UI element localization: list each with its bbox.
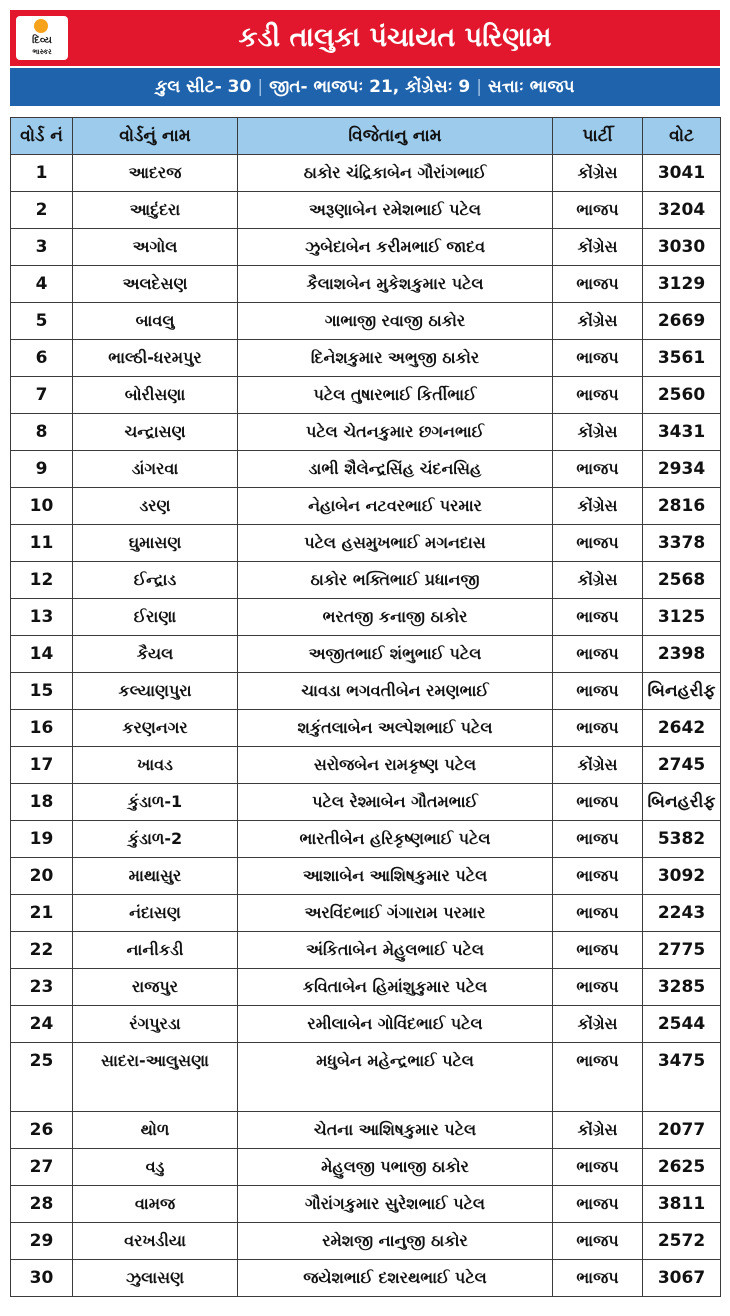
party-name: ભાજપ (553, 895, 643, 932)
winner-name: આશાબેન આશિષકુમાર પટેલ (238, 858, 553, 895)
vote-count: 3129 (643, 266, 721, 303)
party-name: કોંગ્રેસ (553, 747, 643, 784)
table-row (11, 488, 721, 525)
party-name: ભાજપ (553, 673, 643, 710)
vote-count: 3125 (643, 599, 721, 636)
vote-count: બિનહરીફ (643, 784, 721, 821)
ward-number: 4 (11, 266, 73, 303)
table-row (11, 932, 721, 969)
vote-count: 2934 (643, 451, 721, 488)
vote-count: 2398 (643, 636, 721, 673)
vote-count: 2669 (643, 303, 721, 340)
ward-number: 16 (11, 710, 73, 747)
party-name: ભાજપ (553, 1043, 643, 1112)
winner-name: મધુબેન મહેન્દ્રભાઈ પટેલ (238, 1043, 553, 1112)
party-name: કોંગ્રેસ (553, 414, 643, 451)
party-name: ભાજપ (553, 1149, 643, 1186)
ward-number: 2 (11, 192, 73, 229)
ward-number: 19 (11, 821, 73, 858)
party-name: ભાજપ (553, 525, 643, 562)
vote-count: 3811 (643, 1186, 721, 1223)
party-name: ભાજપ (553, 266, 643, 303)
party-name: ભાજપ (553, 710, 643, 747)
winner-name: શકુંતલાબેન અલ્પેશભાઈ પટેલ (238, 710, 553, 747)
ward-number: 25 (11, 1043, 73, 1112)
vote-count: 2816 (643, 488, 721, 525)
winner-name: ચાવડા ભગવતીબેન રમણભાઈ (238, 673, 553, 710)
table-row (11, 710, 721, 747)
ward-name: કુંડાળ-2 (73, 821, 238, 858)
party-name: ભાજપ (553, 340, 643, 377)
table-row (11, 747, 721, 784)
winner-name: અરૂણાબેન રમેશભાઈ પટેલ (238, 192, 553, 229)
table-row (11, 377, 721, 414)
ward-name: ડરણ (73, 488, 238, 525)
won-seats: જીત- ભાજપઃ 21, કોંગ્રેસઃ 9 (269, 77, 471, 97)
ward-name: ખાવડ (73, 747, 238, 784)
table-row (11, 1223, 721, 1260)
table-row (11, 451, 721, 488)
ward-number: 27 (11, 1149, 73, 1186)
table-row (11, 969, 721, 1006)
party-name: ભાજપ (553, 858, 643, 895)
ward-name: બોરીસણા (73, 377, 238, 414)
party-name: ભાજપ (553, 636, 643, 673)
party-name: કોંગ્રેસ (553, 488, 643, 525)
party-name: કોંગ્રેસ (553, 155, 643, 192)
vote-count: 2544 (643, 1006, 721, 1043)
vote-count: બિનહરીફ (643, 673, 721, 710)
ward-number: 23 (11, 969, 73, 1006)
ward-number: 8 (11, 414, 73, 451)
winner-name: અજીતભાઈ શંભુભાઈ પટેલ (238, 636, 553, 673)
total-seats: કુલ સીટ- 30 (155, 77, 252, 97)
ward-number: 24 (11, 1006, 73, 1043)
vote-count: 3431 (643, 414, 721, 451)
ward-name: ઘુમાસણ (73, 525, 238, 562)
vote-count: 3475 (643, 1043, 721, 1112)
party-name: ભાજપ (553, 1260, 643, 1297)
ward-name: રાજપુર (73, 969, 238, 1006)
header-votes: વોટ (643, 118, 721, 155)
vote-count: 2560 (643, 377, 721, 414)
party-name: કોંગ્રેસ (553, 1006, 643, 1043)
ward-name: કલ્યાણપુરા (73, 673, 238, 710)
ward-number: 11 (11, 525, 73, 562)
vote-count: 3030 (643, 229, 721, 266)
winner-name: જયેશભાઈ દશરથભાઈ પટેલ (238, 1260, 553, 1297)
ward-number: 17 (11, 747, 73, 784)
table-row (11, 858, 721, 895)
party-name: કોંગ્રેસ (553, 1112, 643, 1149)
ward-name: અલદેસણ (73, 266, 238, 303)
vote-count: 2775 (643, 932, 721, 969)
ward-name: અગોલ (73, 229, 238, 266)
winner-name: ઠાકોર ચંદ્રિકાબેન ગૌરાંગભાઈ (238, 155, 553, 192)
table-row (11, 784, 721, 821)
winner-name: પટેલ ચેતનકુમાર છગનભાઈ (238, 414, 553, 451)
winner-name: નેહાબેન નટવરભાઈ પરમાર (238, 488, 553, 525)
table-row (11, 1149, 721, 1186)
ward-name: સાદરા-આલુસણા (73, 1043, 238, 1112)
party-name: ભાજપ (553, 932, 643, 969)
ward-name: ડાંગરવા (73, 451, 238, 488)
ward-number: 15 (11, 673, 73, 710)
winner-name: અંકિતાબેન મેહુલભાઈ પટેલ (238, 932, 553, 969)
winner-name: મેહુલજી પભાજી ઠાકોર (238, 1149, 553, 1186)
header-ward-no: વોર્ડ નં (11, 118, 73, 155)
ward-number: 21 (11, 895, 73, 932)
party-name: ભાજપ (553, 451, 643, 488)
party-name: ભાજપ (553, 377, 643, 414)
header-ward-name: વોર્ડનું નામ (73, 118, 238, 155)
ward-name: માથાસુર (73, 858, 238, 895)
winner-name: દિનેશકુમાર અભુજી ઠાકોર (238, 340, 553, 377)
table-row (11, 414, 721, 451)
winner-name: પટેલ રેશ્માબેન ગૌતમભાઈ (238, 784, 553, 821)
ward-number: 18 (11, 784, 73, 821)
ward-name: વામજ (73, 1186, 238, 1223)
winner-name: ભરતજી કનાજી ઠાકોર (238, 599, 553, 636)
vote-count: 3285 (643, 969, 721, 1006)
ward-name: નંદાસણ (73, 895, 238, 932)
winner-name: પટેલ હસમુખભાઈ મગનદાસ (238, 525, 553, 562)
party-name: કોંગ્રેસ (553, 562, 643, 599)
ward-number: 5 (11, 303, 73, 340)
vote-count: 3561 (643, 340, 721, 377)
table-row (11, 340, 721, 377)
ward-name: થોળ (73, 1112, 238, 1149)
table-row (11, 229, 721, 266)
party-name: ભાજપ (553, 969, 643, 1006)
ward-number: 12 (11, 562, 73, 599)
ward-name: ઝુલાસણ (73, 1260, 238, 1297)
header-winner-name: વિજેતાનુ નામ (238, 118, 553, 155)
party-name: ભાજપ (553, 821, 643, 858)
table-row (11, 1043, 721, 1112)
ward-number: 29 (11, 1223, 73, 1260)
ward-name: ઈન્દ્રાડ (73, 562, 238, 599)
table-row (11, 1260, 721, 1297)
vote-count: 2625 (643, 1149, 721, 1186)
ward-number: 1 (11, 155, 73, 192)
vote-count: 2077 (643, 1112, 721, 1149)
party-name: ભાજપ (553, 192, 643, 229)
table-row (11, 821, 721, 858)
vote-count: 5382 (643, 821, 721, 858)
divya-bhaskar-logo (16, 16, 68, 60)
party-name: કોંગ્રેસ (553, 303, 643, 340)
party-name: ભાજપ (553, 1186, 643, 1223)
winner-name: પટેલ તુષારભાઈ કિર્તીભાઈ (238, 377, 553, 414)
winner-name: રમીલાબેન ગોવિંદભાઈ પટેલ (238, 1006, 553, 1043)
page-title: કડી તાલુકા પંચાયત પરિણામ (238, 22, 552, 53)
vote-count: 2572 (643, 1223, 721, 1260)
vote-count: 2568 (643, 562, 721, 599)
ward-name: વરખડીયા (73, 1223, 238, 1260)
winner-name: ઠાકોર ભક્તિભાઈ પ્રધાનજી (238, 562, 553, 599)
party-name: કોંગ્રેસ (553, 229, 643, 266)
logo-line1: દિવ્ય (32, 35, 52, 46)
ward-number: 13 (11, 599, 73, 636)
ward-name: ચન્દ્રાસણ (73, 414, 238, 451)
winner-name: ચેતના આશિષકુમાર પટેલ (238, 1112, 553, 1149)
vote-count: 2745 (643, 747, 721, 784)
winner-name: ઝુબેદાબેન કરીમભાઈ જાદવ (238, 229, 553, 266)
table-row (11, 1006, 721, 1043)
winner-name: ગૌરાંગકુમાર સુરેશભાઈ પટેલ (238, 1186, 553, 1223)
ward-name: વડુ (73, 1149, 238, 1186)
table-row (11, 673, 721, 710)
vote-count: 3092 (643, 858, 721, 895)
table-row (11, 192, 721, 229)
logo-line2: ભાસ્કર (32, 48, 52, 56)
party-name: ભાજપ (553, 784, 643, 821)
table-row (11, 636, 721, 673)
ward-name: આદરજ (73, 155, 238, 192)
ward-name: બાવલુ (73, 303, 238, 340)
ward-number: 26 (11, 1112, 73, 1149)
ward-name: કુંડાળ-1 (73, 784, 238, 821)
ward-number: 14 (11, 636, 73, 673)
ward-name: કરણનગર (73, 710, 238, 747)
ward-name: નાનીકડી (73, 932, 238, 969)
ward-number: 7 (11, 377, 73, 414)
vote-count: 2243 (643, 895, 721, 932)
ward-number: 28 (11, 1186, 73, 1223)
winner-name: ડાભી શૈલેન્દ્રસિંહ ચંદનસિહ (238, 451, 553, 488)
table-row (11, 525, 721, 562)
party-name: ભાજપ (553, 1223, 643, 1260)
ward-name: ઈરાણા (73, 599, 238, 636)
ward-name: ભાલ્ઠી-ધરમપુર (73, 340, 238, 377)
header-party: પાર્ટી (553, 118, 643, 155)
table-row (11, 266, 721, 303)
winner-name: રમેશજી નાનુજી ઠાકોર (238, 1223, 553, 1260)
table-row (11, 1186, 721, 1223)
ward-name: રંગપુરડા (73, 1006, 238, 1043)
ward-number: 20 (11, 858, 73, 895)
vote-count: 3041 (643, 155, 721, 192)
table-row (11, 562, 721, 599)
header-banner (10, 10, 720, 66)
winner-name: સરોજબેન રામકૃષ્ણ પટેલ (238, 747, 553, 784)
vote-count: 2642 (643, 710, 721, 747)
vote-count: 3067 (643, 1260, 721, 1297)
table-row (11, 1112, 721, 1149)
winner-name: ગાભાજી રવાજી ઠાકોર (238, 303, 553, 340)
ward-number: 3 (11, 229, 73, 266)
table-row (11, 303, 721, 340)
ward-name: આદુંદરા (73, 192, 238, 229)
ward-number: 6 (11, 340, 73, 377)
table-row (11, 599, 721, 636)
ward-number: 9 (11, 451, 73, 488)
ward-number: 10 (11, 488, 73, 525)
results-table (10, 117, 721, 1297)
ruling-party: સત્તાઃ ભાજપ (487, 77, 575, 97)
ward-number: 30 (11, 1260, 73, 1297)
ward-name: કૈયલ (73, 636, 238, 673)
winner-name: કવિતાબેન હિમાંશુકુમાર પટેલ (238, 969, 553, 1006)
party-name: ભાજપ (553, 599, 643, 636)
winner-name: અરવિંદભાઈ ગંગારામ પરમાર (238, 895, 553, 932)
summary-bar: કુલ સીટ- 30 | જીત- ભાજપઃ 21, કોંગ્રેસઃ 9 | સત્તાઃ ભાજપ (10, 68, 720, 106)
table-header-row (11, 118, 721, 155)
winner-name: ભારતીબેન હરિકૃષ્ણભાઈ પટેલ (238, 821, 553, 858)
vote-count: 3378 (643, 525, 721, 562)
table-row (11, 155, 721, 192)
table-row (11, 895, 721, 932)
ward-number: 22 (11, 932, 73, 969)
winner-name: કૈલાશબેન મુકેશકુમાર પટેલ (238, 266, 553, 303)
sun-icon (34, 19, 48, 33)
vote-count: 3204 (643, 192, 721, 229)
